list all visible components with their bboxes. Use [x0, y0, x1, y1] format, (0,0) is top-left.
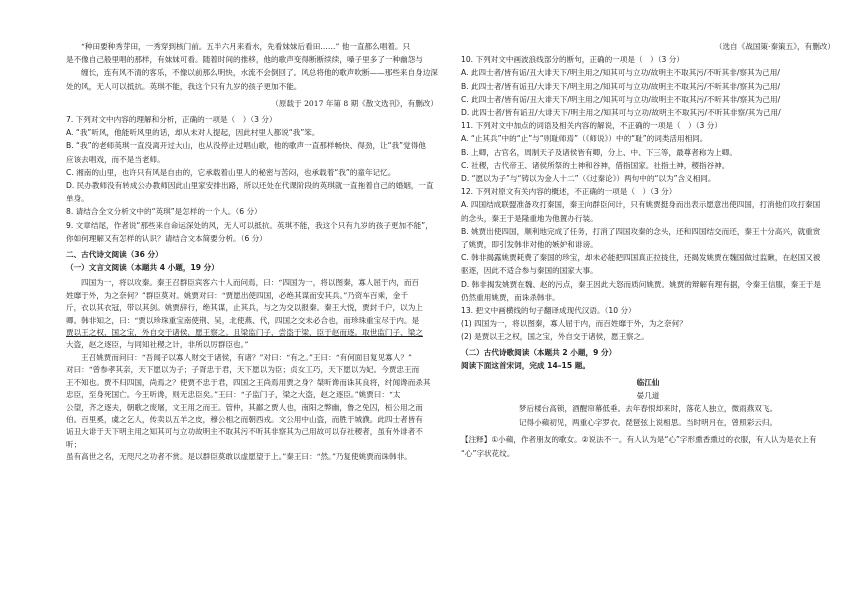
- classical-line: 大盗，赵之逐臣，与同知社稷之计，非所以厉群臣也。”: [66, 340, 249, 350]
- subsection-heading: （一）文言文阅读（本题共 4 小题，19 分）: [66, 263, 219, 273]
- classical-line: 伯。百里奚，虞之乞人，传卖以五羊之皮，穆公相之而朝西戎。文公用中山盗，而胜于城濮。此四士者皆有: [66, 414, 423, 424]
- option-11d: D. “愿以为子”与“铸以为金人十二”（《过秦论》）两句中的“以为”含义相同。: [461, 174, 716, 184]
- option-12b-cont: 了姚贾，即引发韩非对他的嫉妒和诽谤。: [461, 240, 598, 250]
- option-12b: B. 姚贾出使四国，顺利地完成了任务，打消了四国攻秦的念头，还和四国结交而还，秦王十分高兴，就重赏: [461, 226, 821, 236]
- classical-line: 卿。韩非知之，曰：“贾以珍珠重宝南使荆、吴，北使燕、代，四国之交未必合也，而珍珠重宝尽于内。是: [66, 315, 420, 325]
- question-13-1: (1) 四国为一，将以图秦，寡人屈于内，而百姓靡于外，为之奈何？: [461, 319, 687, 329]
- option-11b: B. 上卿，古官名，周制天子及诸侯皆有卿，分上、中、下三等，最尊者称为上卿。: [461, 147, 737, 157]
- question-9: 9. 文章结尾，作者说“那些来自命运深处的风，无人可以抵抗。英琪不能，我这个只有九岁的孩子更加不能”，: [66, 220, 433, 230]
- poem-title: 临江仙: [636, 378, 660, 388]
- classical-line: 对曰：“曾参孝其亲，天下愿以为子；子胥忠于君，天下愿以为臣；贞女工巧，天下愿以为妃。今贾忠王而: [66, 365, 420, 375]
- classical-line: 四国为一，将以攻秦。秦王召群臣宾客六十人而问焉，曰：“四国为一，将以图秦，寡人屈于内，而百: [81, 278, 420, 288]
- question-8: 8. 请结合全文分析文中的“英琪”是怎样的一个人。（6 分）: [66, 207, 262, 217]
- option-11a: A. “止其兵”中的“止”与“则耻师焉”（《师说》）中的“耻”的词类活用相同。: [461, 134, 708, 144]
- classical-line: 忠臣，至身死国亡。今王听谗，则无忠臣矣。”王曰：“子监门子，梁之大盗，赵之逐臣。”姚贾曰：“太: [66, 390, 401, 400]
- question-11: 11. 下列对文中加点的词语及相关内容的解说，不正确的一项是（ ）（3 分）: [461, 121, 722, 131]
- option-7c: C. 湘南的山里，也许只有风是自由的，它承载着山里人的秘密与苦闷，也承载着“我”的童年记忆。: [66, 167, 396, 177]
- option-12a-cont: 的念头，秦王于是隆重地为他置办行装。: [461, 213, 598, 223]
- classical-line: 诟丑大诽于天下明主用之知其可与立功故明主不取其污不听其非察其为己用故可以存社稷者，虽有外诽者不听；: [66, 427, 423, 449]
- option-10c: C. 此四士者/皆有诟/丑大诽天下/明主用之/知其可与立功/故明主不取其污/不听其非/察其为己用/: [461, 94, 781, 104]
- classical-line: 斤，衣以其衣冠，带以其剑。姚贾辞行，绝其谋，止其兵，与之为交以报秦。秦王大悦，贾封千户，以为上: [66, 303, 423, 313]
- question-9-cont: 你如何理解又有怎样的认识？请结合文本简要分析。（6 分）: [66, 233, 267, 243]
- option-7b: B. “我”的老师英琪一直没离开过大山，也从没停止过唱山歌，他的歌声一直那样畅快、得劲，让“我”觉得他: [66, 141, 426, 151]
- question-7: 7. 下列对文中内容的理解和分析，正确的一项是（ ）（3 分）: [66, 115, 277, 125]
- question-13: 13. 把文中画横线的句子翻译成现代汉语。（10 分）: [461, 306, 636, 316]
- poem-author: 晏几道: [636, 391, 660, 401]
- story-paragraph: 处的风，无人可以抵抗。英琪不能，我这个只有九岁的孩子更加不能。: [66, 81, 302, 91]
- poem-notes-cont: “心”字状花纹。: [461, 448, 515, 458]
- option-10a: A. 此四士者/皆有诟/丑大诽天下/明主用之/知其可与立功/故明主不取其污/不听其非/察其为己用/: [461, 68, 780, 78]
- option-7a: A. “我”听风，他能听风里的话，却从未对人提起，因此村里人都说“我”笨。: [66, 128, 320, 138]
- classical-line: 王不知也。贾不归四国，尚焉之？使贾不忠于君，四国之王尚焉用贾之身？桀听谗而诛其良将，纣闻谗而杀其: [66, 377, 431, 387]
- classical-text: [66, 277, 438, 463]
- right-column: [461, 0, 835, 608]
- option-11c: C. 社稷，古代帝王、诸侯所祭的土神和谷神，借指国家。社指土神，稷指谷神。: [461, 160, 730, 170]
- question-12: 12. 下列对原文有关内容的概述，不正确的一项是（ ）（3 分）: [461, 187, 677, 197]
- poem-instructions: 阅读下面这首宋词，完成 14–15 题。: [461, 360, 590, 370]
- subsection-heading: （二）古代诗歌阅读（本题共 2 小题，9 分）: [461, 347, 617, 357]
- story-paragraph: 是不像自己般里唱的那样，有妹妹可看。随着时间的推移，他的歌声变得断断续续，嗓子里多了一种幽怨与: [66, 55, 423, 65]
- poem-line: 梦后楼台高锁，酒醒帘幕低垂。去年春恨却来时，落花人独立，微雨燕双飞。: [518, 404, 778, 414]
- story-source: （原载于 2017 年第 8 期《散文选刊》，有删改）: [271, 98, 438, 108]
- classical-line: 虽有高世之名，无咫尺之功者不赏。是以群臣莫敢以虚愿望于上。”秦王曰：“然。”乃复使姚贾而诛韩非。: [66, 452, 412, 462]
- classical-line: 王召姚贾而问曰：“吾闻子以寡人财交于诸侯，有诸？”对曰：“有之。”王曰：“有何面目复见寡人？”: [81, 352, 412, 362]
- option-12c-cont: 驱逐，因此不适合参与秦国的国家大事。: [461, 266, 598, 276]
- story-paragraph: “种田要种秀芽田，一秀穿到核门前。五半六月来看水，先看妹妹后看田……” 他一直都么唱着。只: [81, 42, 411, 51]
- option-7d: D. 民办教师没有转成公办教师因此山里家安排出路，所以还处在代课阶段的英琪就一直拖着自己的婚姻，一直单身。: [66, 181, 434, 204]
- option-12a: A. 四国结成联盟准备攻打秦国，秦王向群臣问计，只有姚贾挺身而出表示愿意出使四国，打消他们攻打秦国: [461, 200, 821, 210]
- classical-source: （选自《战国策·秦策五》，有删改）: [714, 42, 835, 51]
- story-paragraph: 缠长，连有风不清的客乐，不像以前那么明快，水流不会倒回了。风总将他的歌声吹断——那些来自身边深: [81, 68, 438, 78]
- option-12d: D. 韩非揭发姚贾在魏、赵的污点，秦王因此大怒而质问姚贾。姚贾的辩解有理有据，令秦王信服，秦王于是: [461, 279, 821, 289]
- poem-line: 记得小蘋初见，两重心字罗衣。琵琶弦上说相思。当时明月在，曾照彩云归。: [518, 418, 778, 428]
- option-10b: B. 此四士者/皆有诟丑/大诽天下/明主用之/知其可与立功/故明主不取其污/不听其非/察其为己用/: [461, 81, 781, 91]
- option-7b-cont: 应该去唱戏，而不是当老师。: [66, 154, 165, 164]
- classical-line: 公望，齐之逐夫，朝歌之废屠，文王用之而王。管仲，其鄙之贾人也，南阳之弊幽，鲁之免囚，桓公用之而: [66, 402, 423, 412]
- option-10d: D. 此四士者/皆有诟丑/大诽天下/明主用之/知其可与立功/故明主不取其污/不听其非察/其为己用/: [461, 108, 781, 118]
- left-column: [66, 0, 438, 608]
- option-12d-cont: 仍然重用姚贾，而诛杀韩非。: [461, 292, 560, 302]
- question-13-2: (2) 是贾以王之权，国之宝，外自交于诸侯，愿王察之。: [461, 332, 649, 342]
- option-12c: C. 韩非揭露姚贾耗费了秦国的珍宝，却未必能把四国真正拉拢住，还揭发姚贾在魏国做过监瞅，在赵国又被: [461, 253, 821, 263]
- classical-line: 贾以王之权、国之宝，外自交于诸侯，愿王察之。且梁监门子，尝盗于梁，臣于赵而逐。取世监门子、梁之: [66, 328, 423, 338]
- question-10: 10. 下列对文中画波浪线部分的断句，正确的一项是（ ）（3 分）: [461, 55, 684, 65]
- section-heading: 二、古代诗文阅读（36 分）: [66, 250, 163, 260]
- poem-notes: 【注释】①小蘋，作者朋友的歌女。②说法不一。有人认为是“心”字形熏香熏过的衣服，有人认为是衣上有: [461, 435, 817, 445]
- classical-line: 姓靡于外，为之奈何？”群臣莫对。姚贾对曰：“贾愿出使四国，必绝其谋而安其兵。”乃资车百乘，金千: [66, 290, 408, 300]
